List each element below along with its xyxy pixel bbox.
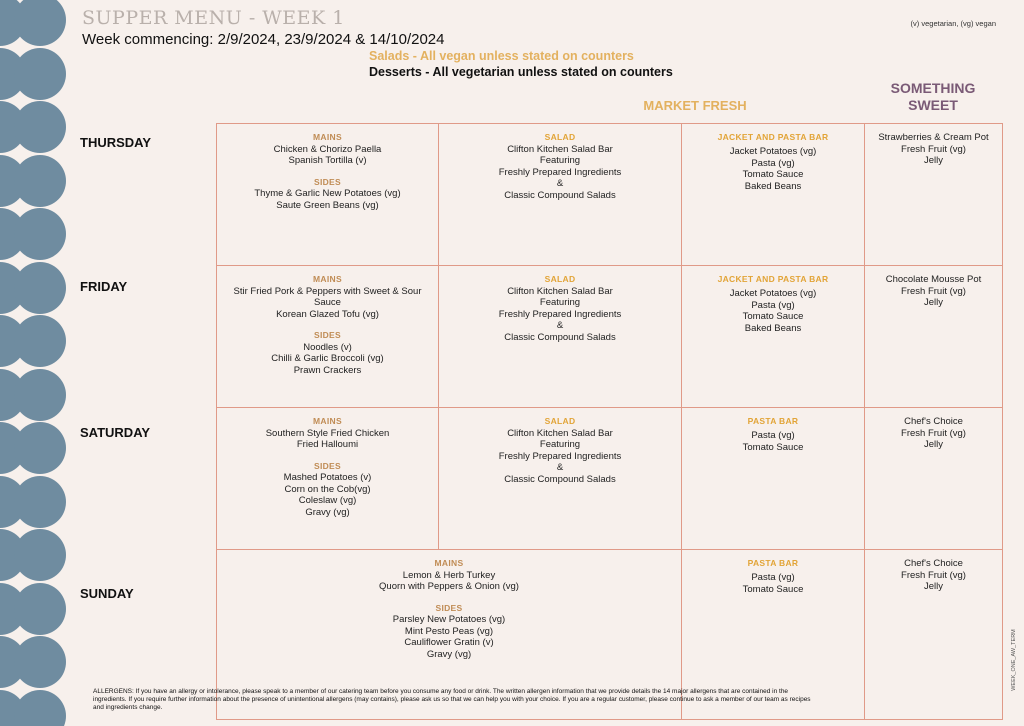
dish: Noodles (v) [303,341,352,353]
salad-line: Classic Compound Salads [504,189,616,201]
market-item: Pasta (vg) [751,157,795,169]
sweet-item: Fresh Fruit (vg) [901,285,966,297]
dish: Korean Glazed Tofu (vg) [276,308,379,320]
footer-code: WEEK_ONE_AW_TERM [1011,629,1017,691]
sides-label: SIDES [313,176,341,187]
market-label: PASTA BAR [747,558,799,568]
menu-grid [216,123,1003,720]
market-item: Jacket Potatoes (vg) [729,288,817,299]
mains-cell [217,266,439,408]
mains-cell [217,124,439,266]
day-label-sunday: SUNDAY [80,586,134,601]
day-label-saturday: SATURDAY [80,425,151,440]
dish: Quorn with Peppers & Onion (vg) [379,581,519,592]
salad-label: SALAD [544,416,576,426]
salad-cell [439,408,682,550]
sweet-item: Jelly [923,297,943,308]
dish: Gravy (vg) [426,648,472,660]
sweet-item: Fresh Fruit (vg) [901,569,966,581]
sweet-cell [865,550,1003,720]
mains-label: MAINS [313,274,342,284]
dish: Coleslaw (vg) [298,495,357,506]
sweet-item: Jelly [923,439,943,450]
market-item: Tomato Sauce [742,583,804,595]
decorative-circle [14,583,66,635]
market-label: JACKET AND PASTA BAR [717,132,829,142]
decorative-circle [14,690,66,726]
sweet-item: Strawberries & Cream Pot [878,132,989,143]
sweet-item: Fresh Fruit (vg) [901,143,966,155]
decorative-circle [14,422,66,474]
salad-line: Featuring [539,297,581,308]
sides-label: SIDES [435,602,463,613]
salad-line: Freshly Prepared Ingredients [498,166,622,178]
dish: Parsley New Potatoes (vg) [392,614,506,625]
decorative-circle [14,315,66,367]
sides-label: SIDES [313,330,341,340]
dish: Southern Style Fried Chicken [265,427,390,439]
market-cell [682,266,865,408]
salad-line: Featuring [539,439,581,450]
dish: Thyme & Garlic New Potatoes (vg) [254,188,401,199]
mains-label: MAINS [313,416,342,426]
dish: Chicken & Chorizo Paella [273,143,382,155]
mains-cell [217,408,439,550]
dish: Cauliflower Gratin (v) [404,637,494,648]
day-label-friday: FRIDAY [80,279,128,294]
salad-cell [439,266,682,408]
sides-label: SIDES [313,460,341,471]
decorative-circle [14,208,66,260]
salad-cell [439,124,682,266]
market-item: Jacket Potatoes (vg) [729,146,817,157]
sweet-cell [865,124,1003,266]
dish: Chilli & Garlic Broccoli (vg) [271,353,384,364]
salad-label: SALAD [544,274,576,284]
market-item: Tomato Sauce [742,169,804,180]
market-item: Pasta (vg) [751,572,795,583]
sweet-item: Jelly [923,581,943,592]
sweet-item: Fresh Fruit (vg) [901,427,966,439]
mains-label: MAINS [434,558,464,568]
market-item: Baked Beans [744,180,802,192]
market-label: PASTA BAR [747,416,799,426]
dish: Prawn Crackers [293,364,362,376]
salad-line: Classic Compound Salads [504,473,616,485]
salad-label: SALAD [544,132,576,142]
day-label-thursday: THURSDAY [80,135,152,150]
row-friday [217,266,1003,408]
dish: Lemon & Herb Turkey [402,569,496,581]
allergen-notice: ALLERGENS: If you have an allergy or intolerance, please speak to a member of our catering team before you consume any food or drink. The written allergen information that we provide details the 14 major allergens that are contained in the ingredients. If you require further information about the presence of unintentional allergens (may contains), please ask us so that we can help you with your choice. If you are a regular customer, please continue to ask a member of our team as recipes and ingredients change. [93,688,811,711]
mains-label: MAINS [313,132,342,142]
week-commencing: Week commencing: 2/9/2024, 23/9/2024 & 14/10/2024 [82,31,445,48]
market-item: Pasta (vg) [751,299,795,311]
dish: Gravy (vg) [305,506,350,518]
dish: Saute Green Beans (vg) [276,199,379,211]
market-item: Baked Beans [744,322,802,334]
sweet-cell [865,266,1003,408]
page-title: SUPPER MENU - WEEK 1 [82,7,345,29]
decorative-circle [14,369,66,421]
decorative-circle [14,636,66,688]
salad-line: Classic Compound Salads [504,331,616,343]
decorative-circle [14,101,66,153]
row-thursday [217,124,1003,266]
salad-line: Clifton Kitchen Salad Bar [507,427,613,439]
desserts-note: Desserts - All vegetarian unless stated on counters [369,65,673,79]
decorative-circle [14,262,66,314]
salad-line: Featuring [539,155,581,166]
dish: Stir Fried Pork & Peppers with Sweet & Sour Sauce [233,285,422,308]
salad-line: & [556,178,564,189]
market-fresh-header: MARKET FRESH [643,98,747,113]
diet-legend: (v) vegetarian, (vg) vegan [910,19,996,28]
salad-line: & [556,462,564,473]
dish: Fried Halloumi [296,439,359,450]
sweet-cell [865,408,1003,550]
decorative-circle [14,0,66,46]
market-item: Tomato Sauce [742,441,804,453]
salad-line: Clifton Kitchen Salad Bar [507,143,613,155]
sweet-item: Jelly [923,155,943,166]
salad-line: Freshly Prepared Ingredients [498,308,622,320]
decorative-circle [14,476,66,528]
salad-line: Clifton Kitchen Salad Bar [507,285,613,297]
decorative-circle [14,155,66,207]
sweet-item: Chocolate Mousse Pot [885,274,982,285]
decorative-circle [14,529,66,581]
dish: Corn on the Cob(vg) [284,483,371,495]
decorative-circle [14,48,66,100]
row-saturday [217,408,1003,550]
dish: Mashed Potatoes (v) [283,472,372,483]
market-label: JACKET AND PASTA BAR [717,274,829,284]
salad-line: Freshly Prepared Ingredients [498,450,622,462]
market-item: Tomato Sauce [742,311,804,322]
market-item: Pasta (vg) [751,430,795,441]
sweet-item: Chef's Choice [904,416,963,427]
decorative-circles [0,0,66,726]
dish: Spanish Tortilla (v) [288,155,367,166]
market-cell [682,408,865,550]
salad-line: & [556,320,564,331]
market-cell [682,124,865,266]
dish: Mint Pesto Peas (vg) [404,625,494,637]
salads-note: Salads - All vegan unless stated on counters [369,49,634,63]
something-sweet-header: SOMETHING SWEET [890,80,976,113]
sweet-item: Chef's Choice [904,558,963,569]
